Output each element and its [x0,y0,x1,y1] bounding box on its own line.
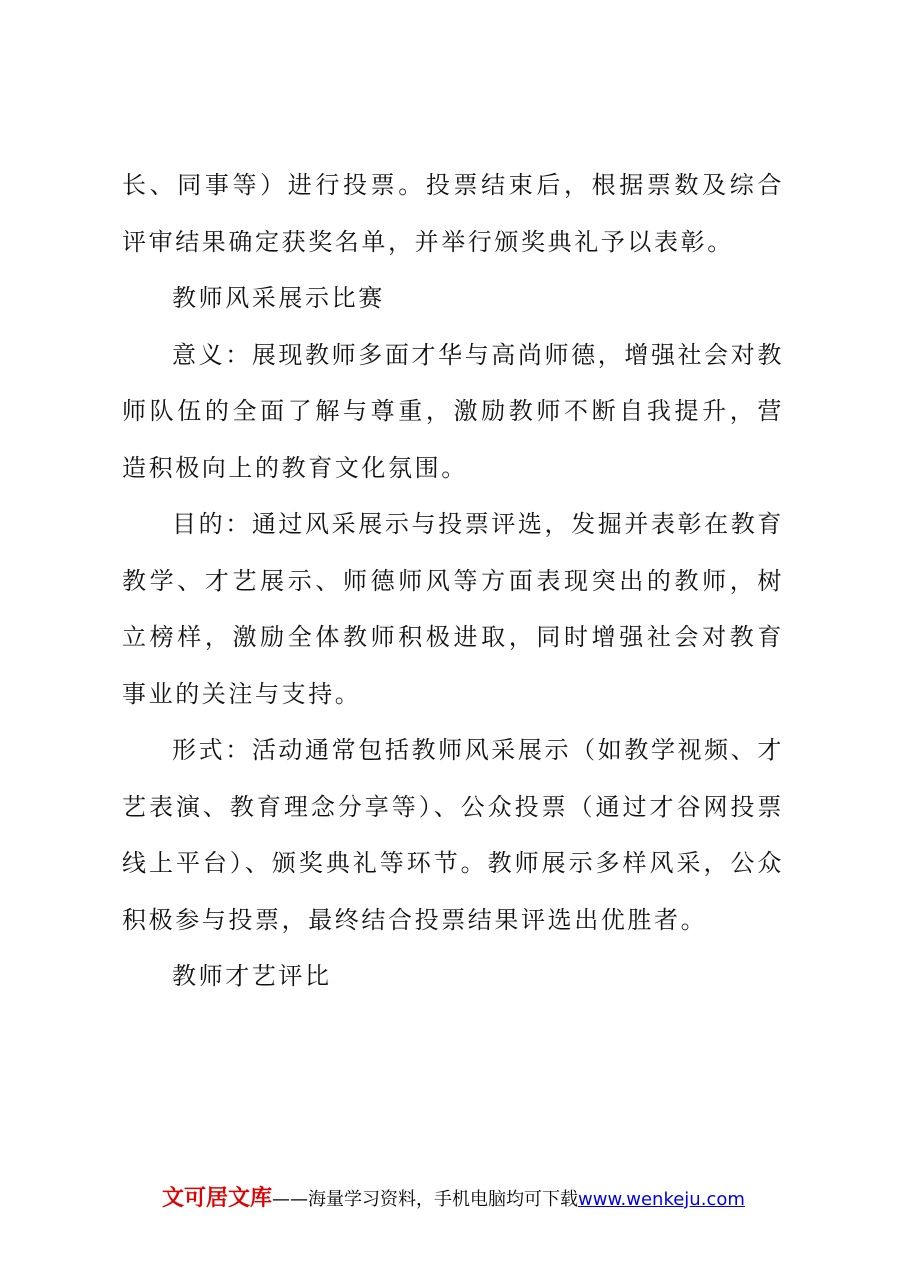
footer-banner [162,1181,802,1211]
section-heading-teacher-style-contest: 教师风采展示比赛 [172,284,385,312]
paragraph-significance: 意义：展现教师多面才华与高尚师德，增强社会对教师队伍的全面了解与尊重，激励教师不断自我提升，营造积极向上的教育文化氛围。 [122,340,784,482]
section-heading-teacher-talent: 教师才艺评比 [172,962,332,990]
document-body [122,157,784,1005]
footer-slogan: ——海量学习资料，手机电脑均可下载 [272,1189,579,1210]
footer-site-link[interactable]: www.wenkeju.com [578,1189,745,1210]
paragraph-format: 形式：活动通常包括教师风采展示（如教学视频、才艺表演、教育理念分享等）、公众投票（通过才谷网投票线上平台）、颁奖典礼等环节。教师展示多样风采，公众积极参与投票，最终结合投票结果评选出优胜者。 [122,736,784,934]
paragraph-purpose: 目的：通过风采展示与投票评选，发掘并表彰在教育教学、才艺展示、师德师风等方面表现突出的教师，树立榜样，激励全体教师积极进取，同时增强社会对教育事业的关注与支持。 [122,510,784,708]
paragraph-continuation: 长、同事等）进行投票。投票结束后，根据票数及综合评审结果确定获奖名单，并举行颁奖典礼予以表彰。 [122,171,784,256]
footer-brand: 文可居文库 [162,1186,273,1211]
